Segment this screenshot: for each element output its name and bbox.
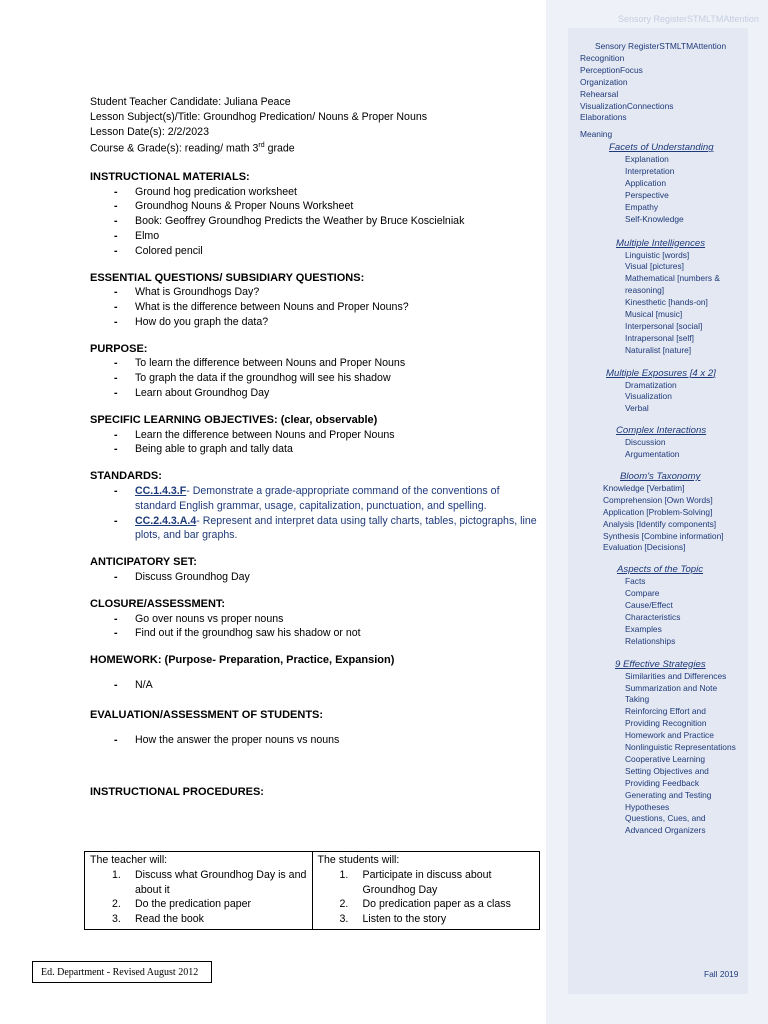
sidebar-heading-exposures: Multiple Exposures [4 x 2]: [606, 367, 716, 379]
homework-list: [90, 678, 540, 693]
questions-list: [90, 285, 540, 329]
list-item: - Find out if the groundhog saw his shadow or not: [90, 626, 540, 641]
sidebar-item: Empathy: [625, 201, 659, 212]
list-item: [90, 868, 307, 898]
list-item: - Elmo: [90, 229, 540, 244]
sidebar-content: [580, 41, 750, 837]
list-item: - Ground hog predication worksheet: [90, 185, 540, 200]
sidebar-item: Nonlinguistic Representations: [625, 742, 736, 753]
step-number: 1.: [112, 868, 121, 881]
sidebar-item: Evaluation [Decisions]: [603, 542, 686, 553]
sidebar-heading-strategies: 9 Effective Strategies: [615, 658, 706, 670]
sidebar-item: Elaborations: [580, 112, 627, 123]
sidebar-item: Recognition: [580, 52, 625, 63]
step-number: 2.: [339, 898, 349, 911]
sidebar-item: PerceptionFocus: [580, 64, 643, 75]
sidebar-item: Facts: [625, 576, 646, 587]
sidebar-item: Advanced Organizers: [625, 825, 706, 836]
sidebar-item: Compare: [625, 588, 660, 599]
list-item: - What is the difference between Nouns and Proper Nouns?: [90, 300, 540, 315]
sidebar-item: Interpersonal [social]: [625, 320, 703, 331]
step-number: 2.: [112, 898, 121, 911]
standards-list: [90, 484, 540, 543]
footer-revision-label: Ed. Department - Revised August 2012: [32, 961, 212, 983]
students-header: The students will:: [317, 854, 400, 866]
sidebar-item: Comprehension [Own Words]: [603, 494, 713, 505]
sidebar-item: Perspective: [625, 189, 669, 200]
teacher-column: [85, 852, 313, 930]
sidebar-item: Visualization: [625, 391, 672, 402]
sidebar-item: Kinesthetic [hands-on]: [625, 297, 708, 308]
sidebar-heading-complex: Complex Interactions: [616, 425, 707, 437]
procedures-title: INSTRUCTIONAL PROCEDURES:: [90, 786, 264, 799]
sidebar-item: Summarization and Note: [625, 682, 718, 693]
sidebar-item: Setting Objectives and: [625, 765, 709, 776]
evaluation-title: EVALUATION/ASSESSMENT OF STUDENTS:: [90, 708, 324, 721]
sidebar-item: reasoning]: [625, 285, 665, 296]
sidebar-item: Analysis [Identify components]: [603, 518, 717, 529]
list-item: [90, 484, 540, 514]
list-item: - Go over nouns vs proper nouns: [90, 612, 540, 627]
step-text: Read the book: [135, 913, 204, 926]
sidebar-item: Homework and Practice: [625, 730, 714, 741]
homework-title: HOMEWORK: (Purpose- Preparation, Practice, Expansion): [90, 654, 395, 667]
sidebar-item: Intrapersonal [self]: [625, 332, 694, 343]
step-text: Discuss what Groundhog Day is and about it: [135, 868, 307, 896]
candidate-line: Student Teacher Candidate: Juliana Peace: [90, 96, 291, 108]
standard-code-link[interactable]: CC.2.4.3.A.4: [135, 514, 197, 527]
student-steps: [318, 868, 535, 927]
list-item: - How the answer the proper nouns vs nouns: [90, 733, 540, 748]
list-item: [90, 514, 540, 544]
purpose-title: PURPOSE:: [90, 342, 148, 355]
sidebar-ghost-text: Sensory RegisterSTMLTMAttention: [618, 14, 759, 24]
step-number: 3.: [339, 913, 349, 926]
sidebar-item: Relationships: [625, 635, 676, 646]
list-item: - Groundhog Nouns & Proper Nouns Worksheet: [90, 199, 540, 214]
standards-title: STANDARDS:: [90, 470, 162, 483]
sidebar-item: Examples: [625, 623, 662, 634]
closure-title: CLOSURE/ASSESSMENT:: [90, 597, 226, 610]
sidebar-item: Application: [625, 177, 666, 188]
sidebar-heading-facets: Facets of Understanding: [609, 142, 714, 154]
sidebar-heading-intelligences: Multiple Intelligences: [616, 237, 706, 249]
subject-line: Lesson Subject(s)/Title: Groundhog Predication/ Nouns & Proper Nouns: [90, 110, 428, 123]
materials-title: INSTRUCTIONAL MATERIALS:: [90, 170, 250, 183]
teacher-header: The teacher will:: [90, 854, 168, 866]
sidebar-item: Discussion: [625, 437, 666, 448]
list-item: - N/A: [90, 678, 540, 693]
materials-list: [90, 185, 540, 259]
list-item: - To learn the difference between Nouns and Proper Nouns: [90, 356, 540, 371]
sidebar-heading-aspects: Aspects of the Topic: [617, 564, 704, 576]
step-text: Listen to the story: [362, 913, 447, 926]
sidebar-item: Meaning: [580, 129, 613, 140]
sidebar-item: Taking: [625, 694, 650, 705]
sidebar-item: Naturalist [nature]: [625, 344, 692, 355]
step-text: Do predication paper as a class: [362, 898, 511, 911]
sidebar-item: Application [Problem-Solving]: [603, 506, 713, 517]
date-line: Lesson Date(s): 2/2/2023: [90, 125, 209, 138]
evaluation-list: [90, 733, 540, 748]
list-item: - Colored pencil: [90, 244, 540, 259]
list-item: [318, 912, 535, 927]
sidebar-item: Synthesis [Combine information]: [603, 530, 724, 541]
sidebar-item: Mathematical [numbers &: [625, 273, 720, 284]
sidebar-item: Organization: [580, 76, 628, 87]
anticipatory-list: [90, 570, 540, 585]
sidebar-item: Musical [music]: [625, 309, 683, 320]
list-item: - What is Groundhogs Day?: [90, 285, 540, 300]
step-number: 1.: [339, 868, 349, 881]
sidebar-item: Characteristics: [625, 611, 681, 622]
sidebar-item: Cause/Effect: [625, 600, 673, 611]
list-item: [318, 868, 535, 898]
sidebar-item: Generating and Testing: [625, 789, 712, 800]
list-item: [90, 897, 307, 912]
list-item: [90, 912, 307, 927]
sidebar-item: VisualizationConnections: [580, 100, 674, 111]
sidebar-item: Questions, Cues, and: [625, 813, 706, 824]
sidebar-item: Cooperative Learning: [625, 753, 706, 764]
questions-title: ESSENTIAL QUESTIONS/ SUBSIDIARY QUESTIONS:: [90, 271, 365, 284]
standard-code-link[interactable]: CC.1.4.3.F: [135, 485, 187, 498]
list-item: - Being able to graph and tally data: [90, 442, 540, 457]
list-item: - To graph the data if the groundhog will see his shadow: [90, 371, 540, 386]
sidebar-item: Similarities and Differences: [625, 670, 727, 681]
sidebar-heading-bloom: Bloom's Taxonomy: [620, 471, 701, 482]
course-text: Course & Grade(s): reading/ math 3: [90, 142, 259, 155]
sidebar-item: Rehearsal: [580, 88, 619, 99]
course-line: [90, 139, 540, 156]
sidebar-fall-label: Fall 2019: [704, 969, 739, 979]
list-item: [318, 897, 535, 912]
course-sup: rd: [258, 142, 265, 150]
list-item: - Book: Geoffrey Groundhog Predicts the Weather by Bruce Koscielniak: [90, 214, 540, 229]
standard-text: - Represent and interpret data using tally charts, tables, pictographs, line plots, and bar graphs.: [135, 514, 537, 542]
procedures-table: [84, 851, 540, 930]
list-item: - Discuss Groundhog Day: [90, 570, 540, 585]
table-row: [85, 852, 540, 930]
sidebar-item: Knowledge [Verbatim]: [603, 482, 685, 493]
sidebar-item: Linguistic [words]: [625, 249, 690, 260]
sidebar-item: Visual [pictures]: [625, 261, 684, 272]
objectives-title: SPECIFIC LEARNING OBJECTIVES: (clear, observable): [90, 413, 378, 426]
sidebar-item: Explanation: [625, 154, 669, 165]
purpose-list: [90, 356, 540, 400]
list-item: - Learn the difference between Nouns and Proper Nouns: [90, 428, 540, 443]
list-item: - Learn about Groundhog Day: [90, 386, 540, 401]
list-item: - How do you graph the data?: [90, 315, 540, 330]
sidebar-item: Providing Recognition: [625, 718, 707, 729]
sidebar-item: Reinforcing Effort and: [625, 706, 706, 717]
anticipatory-title: ANTICIPATORY SET:: [90, 556, 197, 569]
sidebar-item: Self-Knowledge: [625, 213, 684, 224]
closure-list: [90, 612, 540, 642]
step-text: Do the predication paper: [135, 898, 252, 911]
course-suffix: grade: [264, 142, 295, 155]
sidebar-item: Hypotheses: [625, 801, 670, 812]
teacher-steps: [90, 868, 307, 927]
sidebar-item: Argumentation: [625, 449, 680, 460]
sidebar-item: Providing Feedback: [625, 777, 700, 788]
sidebar-item: Dramatization: [625, 379, 677, 390]
sidebar-item: Interpretation: [625, 166, 675, 177]
students-column: [312, 852, 540, 930]
sidebar-item: Verbal: [625, 403, 649, 414]
standard-text: - Demonstrate a grade-appropriate command of the conventions of standard English grammar, usage, capitalization, punctuation, and spelling.: [135, 485, 500, 512]
step-text: Participate in discuss about Groundhog Day: [362, 868, 492, 896]
step-number: 3.: [112, 913, 121, 926]
lesson-plan: [90, 95, 540, 800]
sidebar-top-line: Sensory RegisterSTMLTMAttention: [595, 41, 727, 51]
objectives-list: [90, 428, 540, 458]
